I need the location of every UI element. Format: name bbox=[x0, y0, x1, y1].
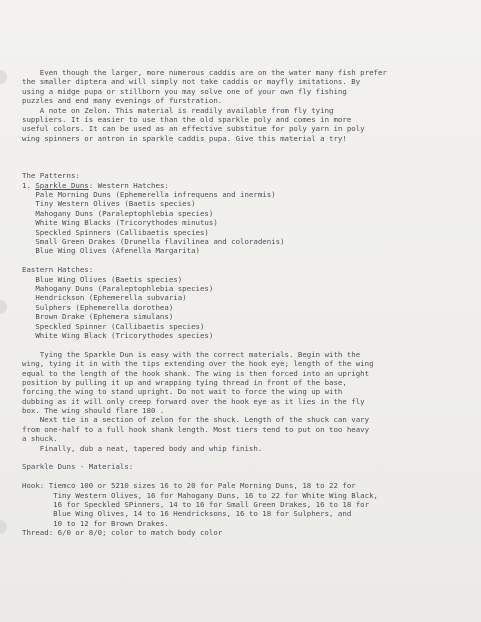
western-hatch-item: White Wing Blacks (Tricorythodes minutus) bbox=[22, 218, 218, 228]
intro-line: using a midge pupa or stillborn you may solve one of your own fly fishing bbox=[22, 86, 347, 96]
western-hatch-item: Blue Wing Olives (Afenella Margarita) bbox=[22, 246, 200, 256]
eastern-hatch-item: Sulphers (Ephemerella dorothea) bbox=[22, 302, 174, 312]
intro-line: A note on Zelon. This material is readily available from fly tying bbox=[22, 105, 334, 115]
patterns-heading: The Patterns: bbox=[22, 171, 80, 181]
eastern-hatch-item: Blue Wing Olives (Baetis species) bbox=[22, 274, 183, 284]
materials-section bbox=[22, 462, 474, 537]
western-hatch-item: Small Green Drakes (Drunella flavilinea and coloradenis) bbox=[22, 237, 285, 247]
tying-line: box. The wing should flare 180 . bbox=[22, 406, 165, 416]
pattern-number: 1. bbox=[22, 180, 36, 190]
western-hatches-label: : Western Hatches: bbox=[88, 180, 169, 190]
western-hatch-item: Mahogany Duns (Paraleptophlebia species) bbox=[22, 208, 214, 218]
tying-line: Finally, dub a neat, tapered body and whip finish. bbox=[22, 443, 263, 453]
intro-line: Even though the larger, more numerous caddis are on the water many fish prefer bbox=[22, 68, 387, 77]
tying-line: position by pulling it up and wrapping tying thread in front of the base, bbox=[22, 377, 347, 387]
punch-hole-bottom bbox=[0, 520, 7, 534]
eastern-hatch-item: Mahogany Duns (Paraleptophlebia species) bbox=[22, 284, 214, 293]
materials-line: Thread: 6/0 or 8/0; color to match body color bbox=[22, 528, 223, 538]
intro-line: wing spinners or antron in sparkle caddis pupa. Give this material a try! bbox=[22, 133, 347, 143]
intro-section bbox=[22, 68, 474, 143]
materials-heading: Sparkle Duns - Materials: bbox=[22, 462, 134, 472]
tying-line: forcing the wing to stand upright. Do not wait to force the wing up with bbox=[22, 387, 343, 397]
materials-line: Tiny Western Olives, 16 for Mahogany Duns, 16 to 22 for White Wing Black, bbox=[22, 490, 378, 500]
intro-line: useful colors. It can be used as an effective substitue for poly yarn in poly bbox=[22, 124, 365, 134]
eastern-hatch-item: Brown Drake (Ephemera simulans) bbox=[22, 312, 174, 322]
eastern-hatch-item: Speckled Spinner (Callibaetis species) bbox=[22, 321, 205, 331]
sparkle-duns-title: Sparkle Duns bbox=[35, 180, 89, 190]
tying-line: wing, tying it in with the tips extending over the hook eye; length of the wing bbox=[22, 359, 374, 369]
materials-line: 10 to 12 for Brown Drakes. bbox=[22, 518, 169, 528]
tying-line: from one-half to a full hook shank length. Most tiers tend to put on too heavy bbox=[22, 424, 370, 434]
intro-line: the smaller diptera and will simply not take caddis or mayfly imitations. By bbox=[22, 77, 361, 87]
document-body bbox=[22, 68, 474, 538]
western-hatch-item: Pale Morning Duns (Ephemerella infrequens and inermis) bbox=[22, 190, 276, 200]
punch-hole-middle bbox=[0, 300, 7, 314]
patterns-section bbox=[22, 171, 474, 340]
materials-line: Hook: Tiemco 100 or 5210 sizes 16 to 20 for Pale Morning Duns, 18 to 22 for bbox=[22, 481, 356, 491]
intro-line: puzzles and end many evenings of furstration. bbox=[22, 96, 223, 106]
tying-line: equal to the length of the hook shank. The wing is then forced into an upright bbox=[22, 368, 370, 378]
tying-line: Next tie in a section of zelon for the shuck. Length of the shuck can vary bbox=[22, 415, 370, 425]
eastern-hatch-item: White Wing Black (Tricorythodes species) bbox=[22, 330, 214, 340]
western-hatch-item: Speckled Spinners (Callibaetis species) bbox=[22, 227, 209, 237]
eastern-hatch-item: Hendrickson (Ephemerella subvaria) bbox=[22, 293, 187, 303]
tying-line: dubbing as it will only creep forward over the hook eye as it lies in the fly bbox=[22, 396, 365, 406]
tying-line: Tying the Sparkle Dun is easy with the correct materials. Begin with the bbox=[22, 349, 361, 359]
western-hatches-line bbox=[22, 181, 474, 190]
tying-instructions bbox=[22, 350, 474, 453]
materials-line: Blue Wing Olives, 14 to 16 Hendricksons, 16 to 18 for Sulphers, and bbox=[22, 509, 352, 519]
intro-line: suppliers. It is easier to use than the old sparkle poly and comes in more bbox=[22, 114, 352, 124]
western-hatch-item: Tiny Western Olives (Baetis species) bbox=[22, 199, 196, 209]
tying-line: a shuck. bbox=[22, 434, 58, 444]
eastern-hatches-heading: Eastern Hatches: bbox=[22, 265, 94, 275]
materials-line: 16 for Speckled SPinners, 14 to 16 for Small Green Drakes, 16 to 18 for bbox=[22, 499, 370, 509]
punch-hole-top bbox=[0, 70, 7, 84]
